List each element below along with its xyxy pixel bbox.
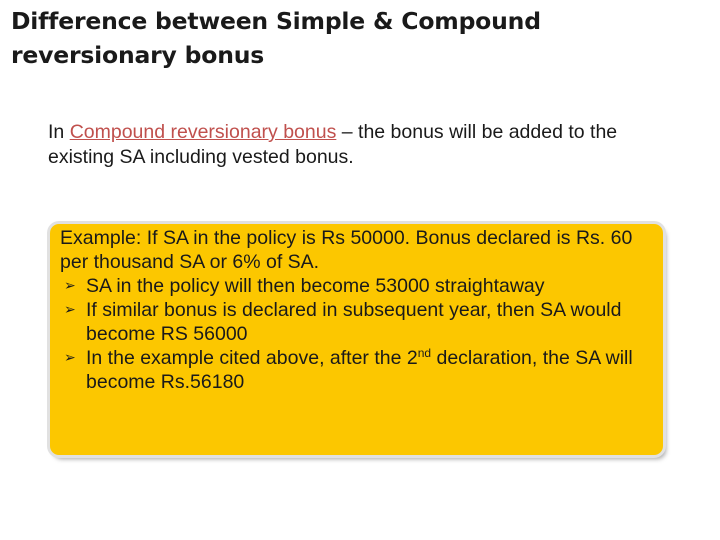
arrow-bullet-icon: ➢ (64, 302, 76, 318)
slide-title: Difference between Simple & Compound reversionary bonus (11, 7, 541, 69)
intro-highlight: Compound reversionary bonus (69, 121, 337, 143)
example-box (50, 224, 663, 455)
example-content (60, 226, 660, 394)
intro-prefix: In (48, 121, 70, 143)
example-lead: Example: If SA in the policy is Rs 50000. Bonus declared is Rs. 60 per thousand SA or 6% of SA. (60, 227, 633, 273)
intro-text (48, 120, 668, 170)
arrow-bullet-icon: ➢ (64, 350, 76, 366)
bullet-text: SA in the policy will then become 53000 straightaway (86, 275, 545, 297)
bullet-text-before: In the example cited above, after the 2 (86, 347, 418, 369)
bullet-text: If similar bonus is declared in subsequent year, then SA would become RS 56000 (86, 299, 622, 345)
bullet-item (60, 346, 660, 394)
bullet-item (60, 274, 660, 298)
bullet-text-after: declaration, the SA will become Rs.56180 (86, 347, 633, 393)
example-bullet-list (60, 274, 660, 394)
bullet-item (60, 298, 660, 346)
ordinal-suffix: nd (417, 346, 432, 360)
arrow-bullet-icon: ➢ (64, 278, 76, 294)
intro-suffix: – the bonus will be added to the existing SA including vested bonus. (48, 121, 618, 168)
